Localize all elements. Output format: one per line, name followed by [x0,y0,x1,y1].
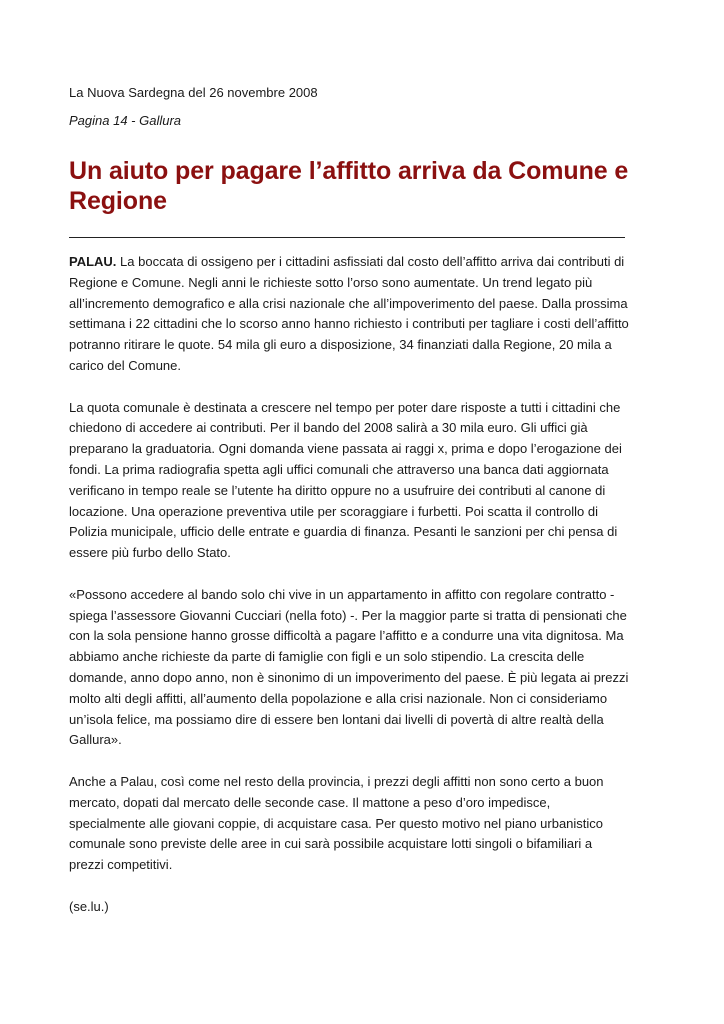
article-headline: Un aiuto per pagare l’affitto arriva da Comune e Regione [69,157,629,215]
article-paragraph-4: Anche a Palau, così come nel resto della provincia, i prezzi degli affitti non sono certo a buon mercato, dopati dal mercato delle seconde case. Il mattone a peso d’oro impedisce, specialmente alle giovani coppie, di acquistare casa. Per questo motivo nel piano urbanistico comunale sono previste delle aree in cui sarà possibile acquistare lotti singoli o bifamiliari a prezzi competitivi. [69,773,604,873]
paragraph-1-text: La boccata di ossigeno per i cittadini asfissiati dal costo dell’affitto arriva dai contributi di Regione e Comune. Negli anni le richieste sotto l’orso sono aumentate. Un trend legato più all’incremento demografico e alla crisi nazionale che all’impoverimento del paese. Dalla prossima settimana i 22 cittadini che lo scorso anno hanno richiesto i contributi per tagliare i costi dell’affitto potranno ritirare le quote. 54 mila gli euro a disposizione, 34 finanziati dalla Regione, 20 mila a carico del Comune. [69,254,629,373]
article-paragraph-1 [69,252,629,377]
article-body [69,252,629,918]
headline-divider [69,237,625,238]
source-line: La Nuova Sardegna del 26 novembre 2008 [69,85,318,100]
dateline: PALAU. [69,254,117,269]
article-paragraph-3: «Possono accedere al bando solo chi vive in un appartamento in affitto con regolare contratto - spiega l’assessore Giovanni Cucciari (nella foto) -. Per la maggior parte si tratta di pensionati che con la sola pensione hanno grosse difficoltà a pagare l’affitto e a condurre una vita dignitosa. Ma abbiamo anche richieste da parte di famiglie con figli e un solo stipendio. La crescita delle domande, anno dopo anno, non è sinonimo di un impoverimento del paese. È più legata ai prezzi molto alti degli affitti, all’aumento della popolazione e alla crisi nazionale. Non ci consideriamo un’isola felice, ma possiamo dire di essere ben lontani dai livelli di povertà di altre realtà della Gallura». [69,586,629,748]
article-paragraph-2: La quota comunale è destinata a crescere nel tempo per poter dare risposte a tutti i cittadini che chiedono di accedere ai contributi. Per il bando del 2008 salirà a 30 mila euro. Gli uffici già preparano la graduatoria. Ogni domanda viene passata ai raggi x, prima e dopo l’erogazione dei fondi. La prima radiografia spetta agli uffici comunali che attraverso una banca dati aggiornata verificano in tempo reale se l’utente ha diritto oppure no a usufruire dei contributi al canone di locazione. Una operazione preventiva utile per scoraggiare i furbetti. Poi scatta il controllo di Polizia municipale, ufficio delle entrate e guardia di finanza. Pesanti le sanzioni per chi pensa di essere più furbo dello Stato. [69,399,622,561]
article-page [69,84,629,938]
page-section: Pagina 14 - Gallura [69,113,182,128]
byline: (se.lu.) [69,898,109,914]
